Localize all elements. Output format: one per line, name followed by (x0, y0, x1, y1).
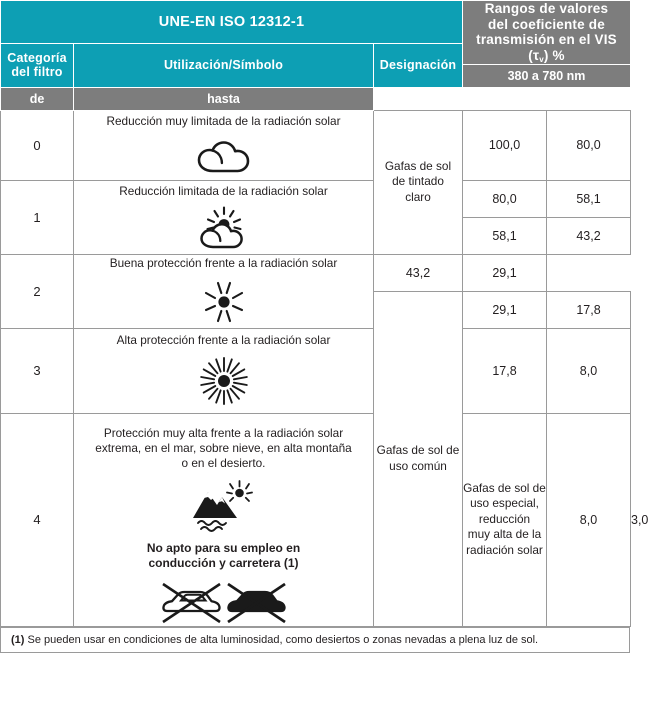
column-header-from: de (1, 87, 74, 110)
category-value-4: 4 (1, 413, 74, 626)
cloud-icon (74, 136, 373, 176)
driving-warning (74, 541, 373, 572)
designation-line3: reducción (478, 511, 531, 526)
sun-many-rays-icon (74, 354, 373, 408)
value-from: 80,0 (463, 180, 547, 217)
usage-cell-0 (74, 110, 374, 180)
table-row (1, 254, 631, 291)
table-row: 4 Protección muy alta frente a la radiación solar extrema, en el mar, sobre nieve, en alta montaña o en el desierto. No apto para su empleo en conducción y carretera (1) Gafas de sol de uso especial, reducción muy alta de la radiación solar 8,0 3,0 (1, 413, 631, 626)
transmission-range-header (463, 1, 631, 65)
usage-cell-3 (74, 328, 374, 413)
usage-text-4-line2: extrema, en el mar, sobre nieve, en alta montaña (95, 440, 352, 455)
footnote-marker: (1) (11, 633, 25, 646)
value-to: 17,8 (547, 291, 631, 328)
designation-line1: Gafas de sol de (376, 443, 460, 458)
mountains-sun-sea-icon (74, 480, 373, 532)
designation-line3: claro (405, 189, 431, 204)
table-row (1, 328, 631, 413)
usage-text-4-line1: Protección muy alta frente a la radiación solar (103, 425, 344, 440)
value-to: 8,0 (547, 328, 631, 413)
value-from: 43,2 (374, 254, 463, 291)
usage-text-0: Reducción muy limitada de la radiación solar (106, 114, 341, 129)
usage-cell-1 (74, 180, 374, 254)
driving-warning-line2: conducción y carretera (1) (148, 556, 299, 571)
table-row (1, 110, 631, 180)
footnote-text: Se pueden usar en condiciones de alta luminosidad, como desiertos o zonas nevadas a plena luz de sol. (24, 633, 539, 646)
ranges-title-line1: Rangos de valores (484, 1, 609, 16)
column-header-usage: Utilización/Símbolo (74, 44, 374, 88)
category-label-line1: Categoría (7, 51, 67, 66)
usage-text-1: Reducción limitada de la radiación solar (119, 184, 328, 199)
footnote (0, 627, 630, 653)
tau-v-symbol (528, 48, 564, 63)
value-to: 43,2 (547, 217, 631, 254)
no-driving-car-icon (163, 584, 220, 622)
column-header-category (1, 44, 74, 88)
ranges-title-line2: del coeficiente de (488, 16, 605, 32)
category-value-0: 0 (1, 110, 74, 180)
designation-line5: radiación solar (466, 543, 543, 558)
table-row (1, 180, 631, 217)
value-to: 58,1 (547, 180, 631, 217)
value-from: 58,1 (463, 217, 547, 254)
paren-close-percent: ) % (543, 47, 565, 63)
value-to: 29,1 (463, 254, 547, 291)
designation-line4: muy alta de la (467, 527, 542, 542)
column-header-designation: Designación (374, 44, 463, 88)
designation-line2: uso especial, (470, 496, 539, 511)
designation-line1: Gafas de sol (384, 158, 452, 173)
paren-open: ( (528, 47, 533, 63)
designation-cell-special (463, 413, 547, 626)
wavelength-range-label: 380 a 780 nm (463, 64, 631, 87)
no-driving-icons-group (74, 578, 373, 626)
value-to: 80,0 (547, 110, 631, 180)
designation-line1: Gafas de sol de (463, 480, 546, 495)
table-header-row-title (1, 1, 631, 44)
category-label-line2: del filtro (11, 65, 63, 80)
designation-line2: de tintado (392, 174, 444, 189)
driving-warning-line1: No apto para su empleo en (146, 540, 301, 555)
value-from: 17,8 (463, 328, 547, 413)
no-night-driving-car-icon (228, 584, 285, 622)
value-from: 100,0 (463, 110, 547, 180)
tau-subscript: v (539, 54, 544, 64)
sun-few-rays-icon (74, 278, 373, 326)
category-value-1: 1 (1, 180, 74, 254)
value-from: 29,1 (463, 291, 547, 328)
designation-cell-common (374, 291, 463, 626)
table-header-row-fromto (1, 87, 631, 110)
sun-behind-cloud-icon (74, 206, 373, 250)
usage-cell-4 (74, 413, 374, 626)
usage-text-4-line3: o en el desierto. (181, 456, 266, 471)
column-header-to: hasta (74, 87, 374, 110)
usage-cell-2 (74, 254, 374, 328)
designation-line2: uso común (389, 458, 447, 473)
ranges-title-line3: transmisión en el VIS (476, 32, 617, 48)
usage-text-3: Alta protección frente a la radiación solar (116, 332, 331, 347)
category-value-2: 2 (1, 254, 74, 328)
category-value-3: 3 (1, 328, 74, 413)
usage-text-2: Buena protección frente a la radiación solar (109, 256, 338, 271)
standard-title: UNE-EN ISO 12312-1 (1, 1, 463, 44)
tau-glyph: τ (532, 47, 540, 63)
designation-cell-tinted (374, 110, 463, 254)
value-from: 8,0 (547, 413, 631, 626)
